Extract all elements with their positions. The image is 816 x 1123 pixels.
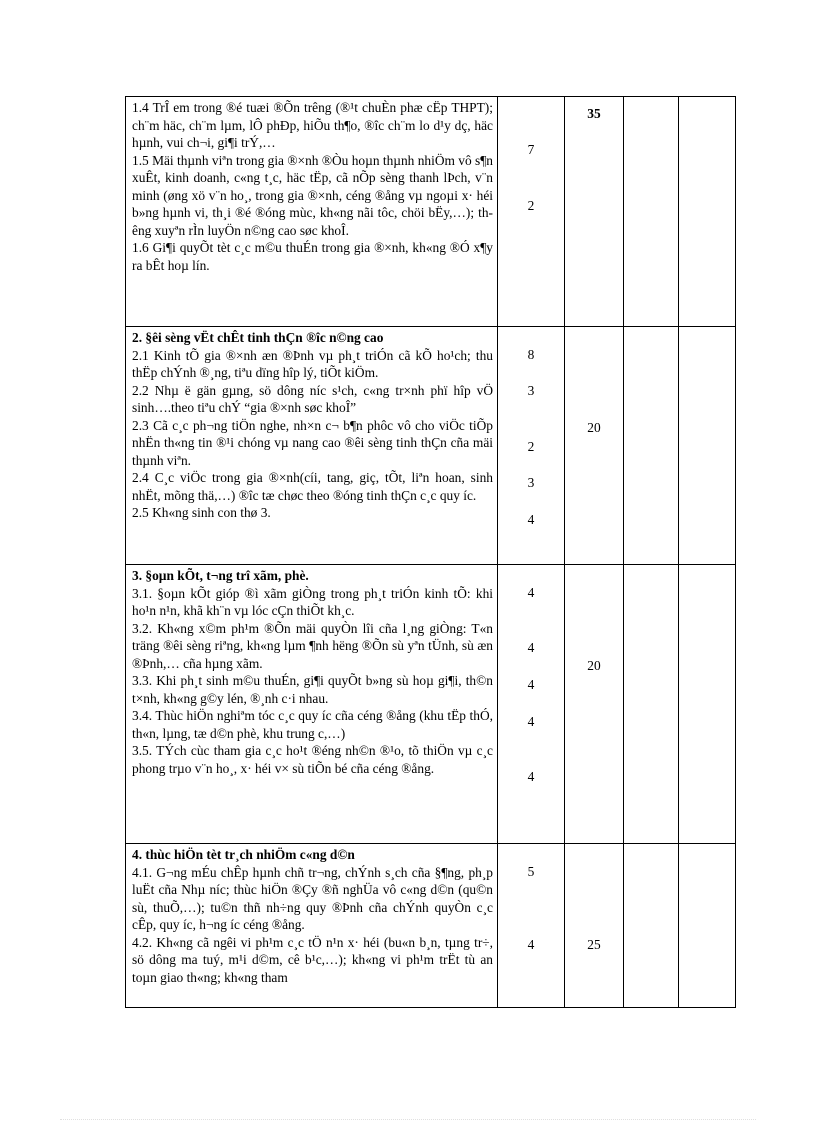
points-cell <box>498 844 565 1008</box>
point-value: 2 <box>527 198 535 213</box>
point-value: 5 <box>527 864 535 879</box>
point-value: 4 <box>527 677 535 692</box>
criterion-paragraph: 1.5 Mäi thµnh viªn trong gia ®×nh ®Òu hoµn thµnh nhiÖm vô s¶n xuÊt, kinh doanh, c«ng t¸c, häc tËp, cã nÕp sèng thanh lÞch, v¨n minh (øng xö v¨n ho¸, trong gia ®×nh, céng ®ång vµ ngoµi x· héi b»ng hµnh vi, th¸i ®é ®óng mùc, kh«ng nãi tôc, chöi bËy,…); thêng xuyªn rÌn luyÖn n©ng cao søc khoÎ. <box>132 152 493 238</box>
point-value: 4 <box>527 714 535 729</box>
table-row <box>126 97 736 327</box>
section-heading: 4. thùc hiÖn tèt tr¸ch nhiÖm c«ng d©n <box>132 847 355 862</box>
criterion-paragraph: 4.1. G¬ng mÉu chÊp hµnh chñ tr¬ng, chÝnh s¸ch cña §¶ng, ph¸p luËt cña Nhµ níc; thùc hiÖn ®Çy ®ñ nghÜa vô c«ng d©n (qu©n sù, thuÕ,…); tu©n thñ nh÷ng quy ®Þnh cña chÝnh quyÒn c¸c cÊp, quy íc, h¬ng íc céng ®ång. <box>132 864 493 932</box>
criterion-paragraph: 1.6 Gi¶i quyÕt tèt c¸c m©u thuÉn trong gia ®×nh, kh«ng ®Ó x¶y ra bÊt hoµ lín. <box>132 240 493 273</box>
points-cell <box>498 97 565 327</box>
point-value: 4 <box>527 512 535 527</box>
table-row <box>126 565 736 844</box>
criterion-paragraph: 3.2. Kh«ng x©m ph¹m ®Õn mäi quyÒn lîi cña l¸ng giÒng: T«n träng ®êi sèng riªng, kh«ng lµm ¶nh hëng ®Õn sù yªn tÜnh, sù æn ®Þnh,… cña hµng xãm. <box>132 620 493 671</box>
empty-cell <box>679 844 736 1008</box>
empty-cell <box>679 327 736 565</box>
total-value: 35 <box>587 106 601 121</box>
criteria-content-cell <box>126 97 498 327</box>
points-cell <box>498 565 565 844</box>
empty-cell <box>624 565 679 844</box>
total-points-cell <box>565 327 624 565</box>
empty-cell <box>679 97 736 327</box>
table-row <box>126 844 736 1008</box>
point-value: 4 <box>527 937 535 952</box>
point-value: 4 <box>527 585 535 600</box>
point-value: 8 <box>527 347 535 362</box>
empty-cell <box>624 327 679 565</box>
criterion-paragraph: 3.5. TÝch cùc tham gia c¸c ho¹t ®éng nh©n ®¹o, tõ thiÖn vµ c¸c phong trµo v¨n ho¸, x· héi v× sù tiÕn bé cña céng ®ång. <box>132 743 493 776</box>
criterion-paragraph: 4.2. Kh«ng cã ngêi vi ph¹m c¸c tÖ n¹n x· héi (bu«n b¸n, tµng tr÷, sö dông ma tuý, m¹i d©m, cê b¹c,…); kh«ng vi ph¹m trËt tù an toµn giao th«ng; kh«ng tham <box>132 934 493 985</box>
empty-cell <box>624 97 679 327</box>
criterion-paragraph: 3.3. Khi ph¸t sinh m©u thuÉn, gi¶i quyÕt b»ng sù hoµ gi¶i, th©n t×nh, kh«ng g©y lén, ®¸nh c·i nhau. <box>132 673 493 706</box>
section-heading: 2. §êi sèng vËt chÊt tinh thÇn ®îc n©ng cao <box>132 330 384 345</box>
total-value: 25 <box>587 937 601 952</box>
total-points-cell <box>565 97 624 327</box>
criterion-paragraph: 3.4. Thùc hiÖn nghiªm tóc c¸c quy íc cña céng ®ång (khu tËp thÓ, th«n, lµng, tæ d©n phè, khu trung c,…) <box>132 708 493 741</box>
table-row <box>126 327 736 565</box>
point-value: 3 <box>527 475 535 490</box>
total-points-cell <box>565 565 624 844</box>
criteria-content-cell <box>126 327 498 565</box>
total-value: 20 <box>587 420 601 435</box>
point-value: 2 <box>527 439 535 454</box>
criterion-paragraph: 3.1. §oµn kÕt gióp ®ì xãm giÒng trong ph¸t triÓn kinh tÕ: khi ho¹n n¹n, khã kh¨n vµ lóc cÇn thiÕt kh¸c. <box>132 585 493 618</box>
section-heading: 3. §oµn kÕt, t¬ng trî xãm, phè. <box>132 568 309 583</box>
criterion-paragraph: 2.5 Kh«ng sinh con thø 3. <box>132 505 271 520</box>
total-points-cell <box>565 844 624 1008</box>
criteria-table <box>125 96 736 1008</box>
points-cell <box>498 327 565 565</box>
criteria-content-cell <box>126 565 498 844</box>
criterion-paragraph: 2.4 C¸c viÖc trong gia ®×nh(cíi, tang, giç, tÕt, liªn hoan, sinh nhËt, mõng thä,…) ®îc tæ chøc theo ®óng tinh thÇn c¸c quy íc. <box>132 470 493 503</box>
criterion-paragraph: 1.4 TrÎ em trong ®é tuæi ®Õn trêng (®¹t chuÈn phæ cËp THPT); ch¨m häc, ch¨m lµm, lÔ phÐp, hiÕu th¶o, ®îc ch¨m lo d¹y dç, häc hµnh, vui ch¬i, gi¶i trÝ,… <box>132 100 493 150</box>
page-bottom-divider <box>60 1119 756 1120</box>
criterion-paragraph: 2.3 Cã c¸c ph¬ng tiÖn nghe, nh×n c¬ b¶n phôc vô cho viÖc tiÕp nhËn th«ng tin ®¹i chóng vµ nang cao ®êi sèng tinh thÇn cña mäi thµnh viªn. <box>132 417 493 468</box>
criterion-paragraph: 2.2 Nhµ ë gän gµng, sö dông níc s¹ch, c«ng tr×nh phï hîp vÖ sinh….theo tiªu chÝ “gia ®×nh søc khoÎ” <box>132 382 493 415</box>
point-value: 4 <box>527 640 535 655</box>
point-value: 7 <box>527 142 535 157</box>
point-value: 3 <box>527 383 535 398</box>
total-value: 20 <box>587 658 601 673</box>
empty-cell <box>679 565 736 844</box>
point-value: 4 <box>527 769 535 784</box>
criterion-paragraph: 2.1 Kinh tÕ gia ®×nh æn ®Þnh vµ ph¸t triÓn cã kÕ ho¹ch; thu thËp chÝnh ®¸ng, tiªu dïng hîp lý, tiÕt kiÖm. <box>132 347 493 380</box>
criteria-content-cell <box>126 844 498 1008</box>
empty-cell <box>624 844 679 1008</box>
